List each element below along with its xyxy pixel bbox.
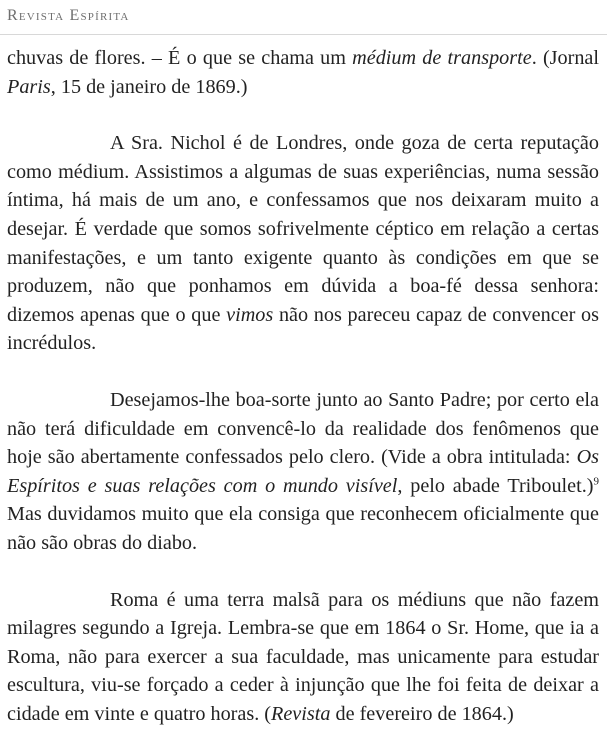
paragraph-4-italic-revista: Revista (271, 702, 331, 725)
header-divider (0, 34, 607, 35)
paragraph-3-text-b: , pelo abade Triboulet.) (397, 474, 594, 497)
paragraph-3-text-a: Desejamos-lhe boa-sorte junto ao Santo Padre; por certo ela não terá dificuldade em convencê-lo da realidade dos fenômenos que hoje são abertamente confessados pelo clero. (Vide a obra intitulada: (7, 388, 599, 469)
paragraph-1-text-b: . (Jornal (531, 47, 600, 69)
paragraph-3 (7, 386, 599, 558)
running-header: Revista Espírita (7, 7, 130, 24)
paragraph-4-text-a: Roma é uma terra malsã para os médiuns que não fazem milagres segundo a Igreja. Lembra-se que em 1864 o Sr. Home, que ia a Roma, não para exercer a sua faculdade, mas unicamente para estudar escultura, viu-se forçado a ceder à injunção que lhe foi feita de deixar a cidade em vinte e quatro horas. ( (7, 588, 599, 725)
paragraph-1-text-c: , 15 de janeiro de 1869.) (50, 75, 248, 98)
page-body (7, 44, 599, 728)
paragraph-3-italic-book-title: Os Espíritos e suas relações com o mundo visível (7, 446, 599, 497)
paragraph-2-text-b: não nos pareceu capaz de convencer os incrédulos. (7, 303, 599, 355)
paragraph-1-italic-paris: Paris (7, 75, 51, 98)
paragraph-2-text-a: A Sra. Nichol é de Londres, onde goza de certa reputação como médium. Assistimos a algumas de suas experiências, numa sessão íntima, há mais de um ano, e confessamos que nos deixaram muito a desejar. É verdade que somos sofrivelmente céptico em relação a certas manifestações, e um tanto exigente quanto às condições em que se produzem, não que ponhamos em dúvida a boa-fé dessa senhora: dizemos apenas que o que (7, 132, 599, 326)
paragraph-4-text-b: de fevereiro de 1864.) (330, 702, 514, 725)
paragraph-2-italic-vimos: vimos (226, 303, 274, 326)
paragraph-1-italic-medium: médium de transporte (352, 47, 532, 69)
footnote-marker[interactable]: 9 (593, 474, 600, 487)
paragraph-4 (7, 586, 599, 729)
paragraph-2 (7, 129, 599, 358)
paragraph-1-text-a: chuvas de flores. – É o que se chama um (7, 47, 353, 69)
paragraph-1 (7, 44, 599, 101)
paragraph-3-text-c: Mas duvidamos muito que ela consiga que reconhecem oficialmente que não são obras do diabo. (7, 503, 599, 554)
